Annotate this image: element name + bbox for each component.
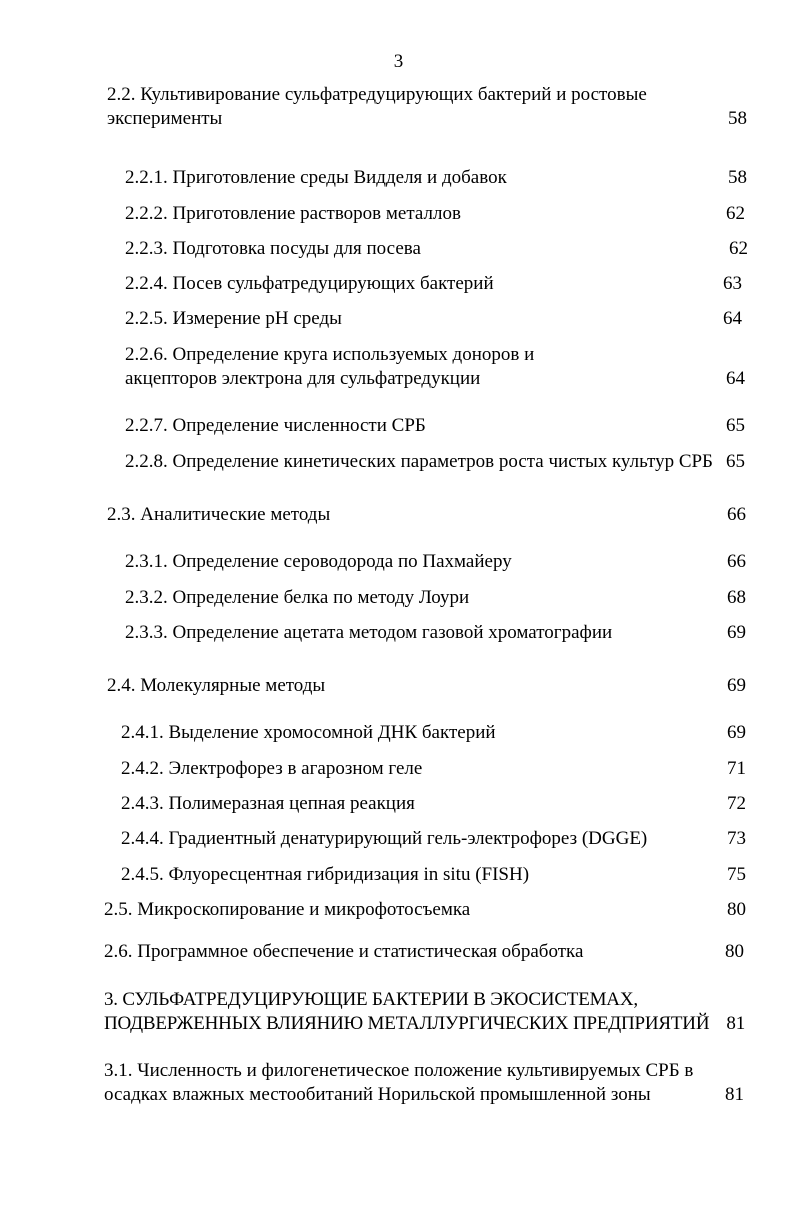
toc-entry-2-2 xyxy=(107,83,747,131)
toc-entry-2-4-2 xyxy=(121,757,746,781)
toc-entry-title: 2.2.5. Измерение рН среды xyxy=(125,308,342,329)
toc-entry-title: 2.3.2. Определение белка по методу Лоури xyxy=(125,587,470,608)
toc-page-number: 81 xyxy=(725,1084,744,1105)
toc-entry-title: 2.4.4. Градиентный денатурирующий гель-электрофорез (DGGE) xyxy=(121,828,648,849)
toc-entry-title: 2.2.3. Подготовка посуды для посева xyxy=(125,238,421,259)
toc-entry-2-3-1 xyxy=(125,550,746,574)
toc-page-number: 64 xyxy=(726,368,745,389)
toc-entry-title: 3.1. Численность и филогенетическое положение культивируемых СРБ в xyxy=(104,1060,694,1081)
toc-entry-2-6 xyxy=(104,940,744,964)
toc-entry-title: 2.4. Молекулярные методы xyxy=(107,675,326,696)
toc-entry-title: 2.2.6. Определение круга используемых доноров и xyxy=(125,344,535,365)
toc-entry-2-4-1 xyxy=(121,721,746,745)
toc-entry-title-cont: ПОДВЕРЖЕННЫХ ВЛИЯНИЮ МЕТАЛЛУРГИЧЕСКИХ ПРЕДПРИЯТИЙ xyxy=(104,1013,710,1034)
toc-page-number: 80 xyxy=(725,941,744,962)
toc-entry-2-2-1 xyxy=(125,166,747,190)
toc-entry-title-cont: акцепторов электрона для сульфатредукции xyxy=(125,368,481,389)
toc-entry-title-cont: осадках влажных местообитаний Норильской промышленной зоны xyxy=(104,1084,651,1105)
toc-entry-title: 2.2. Культивирование сульфатредуцирующих бактерий и ростовые xyxy=(107,84,647,105)
toc-entry-2-2-3 xyxy=(125,237,748,261)
toc-entry-3-1 xyxy=(104,1059,744,1107)
toc-page-number: 81 xyxy=(726,1013,745,1034)
toc-entry-2-2-5 xyxy=(125,307,742,331)
toc-page-number: 72 xyxy=(727,793,746,814)
toc-page-number: 73 xyxy=(727,828,746,849)
toc-entry-2-4-4 xyxy=(121,827,746,851)
toc-page-number: 62 xyxy=(729,238,748,259)
toc-entry-title: 2.4.2. Электрофорез в агарозном геле xyxy=(121,758,423,779)
toc-entry-title: 2.4.5. Флуоресцентная гибридизация in situ (FISH) xyxy=(121,864,530,885)
toc-entry-2-2-4 xyxy=(125,272,742,296)
toc-entry-title: 2.2.2. Приготовление растворов металлов xyxy=(125,203,461,224)
toc-page-number: 58 xyxy=(728,108,747,129)
toc-entry-title: 2.3. Аналитические методы xyxy=(107,504,331,525)
toc-page-number: 71 xyxy=(727,758,746,779)
toc-page-number: 75 xyxy=(727,864,746,885)
toc-entry-title: 2.2.4. Посев сульфатредуцирующих бактерий xyxy=(125,273,494,294)
toc-page-number: 69 xyxy=(727,722,746,743)
toc-entry-title-cont: эксперименты xyxy=(107,108,223,129)
toc-entry-title: 2.2.1. Приготовление среды Видделя и добавок xyxy=(125,167,507,188)
toc-entry-chapter-3 xyxy=(104,988,745,1036)
toc-entry-title: 2.5. Микроскопирование и микрофотосъемка xyxy=(104,899,471,920)
toc-entry-2-3-3 xyxy=(125,621,746,645)
toc-entry-2-3-2 xyxy=(125,586,746,610)
toc-entry-title: 2.6. Программное обеспечение и статистическая обработка xyxy=(104,941,584,962)
toc-entry-2-4 xyxy=(107,674,746,698)
toc-entry-title: 2.4.3. Полимеразная цепная реакция xyxy=(121,793,415,814)
toc-page-number: 69 xyxy=(727,675,746,696)
toc-page-number: 63 xyxy=(723,273,742,294)
toc-entry-title: 3. СУЛЬФАТРЕДУЦИРУЮЩИЕ БАКТЕРИИ В ЭКОСИСТЕМАХ, xyxy=(104,989,638,1010)
toc-entry-title: 2.2.7. Определение численности СРБ xyxy=(125,415,426,436)
toc-entry-title: 2.4.1. Выделение хромосомной ДНК бактерий xyxy=(121,722,496,743)
toc-entry-2-2-7 xyxy=(125,414,745,438)
page-number: 3 xyxy=(393,51,404,72)
toc-entry-2-5 xyxy=(104,898,746,922)
toc-entry-title: 2.2.8. Определение кинетических параметров роста чистых культур СРБ xyxy=(125,451,713,472)
toc-page-number: 65 xyxy=(726,415,745,436)
toc-entry-2-2-2 xyxy=(125,202,745,226)
toc-entry-2-2-6 xyxy=(125,343,745,391)
toc-entry-2-4-3 xyxy=(121,792,746,816)
toc-entry-title: 2.3.1. Определение сероводорода по Пахмайеру xyxy=(125,551,512,572)
toc-entry-2-4-5 xyxy=(121,863,746,887)
toc-page-number: 58 xyxy=(728,167,747,188)
toc-entry-2-3 xyxy=(107,503,746,527)
toc-entry-2-2-8 xyxy=(125,450,745,474)
toc-page-number: 66 xyxy=(727,504,746,525)
toc-page-number: 66 xyxy=(727,551,746,572)
toc-page-number: 80 xyxy=(727,899,746,920)
toc-page-number: 64 xyxy=(723,308,742,329)
toc-page-number: 65 xyxy=(726,451,745,472)
toc-page-number: 62 xyxy=(726,203,745,224)
toc-page-number: 68 xyxy=(727,587,746,608)
toc-entry-title: 2.3.3. Определение ацетата методом газовой хроматографии xyxy=(125,622,613,643)
toc-page-number: 69 xyxy=(727,622,746,643)
